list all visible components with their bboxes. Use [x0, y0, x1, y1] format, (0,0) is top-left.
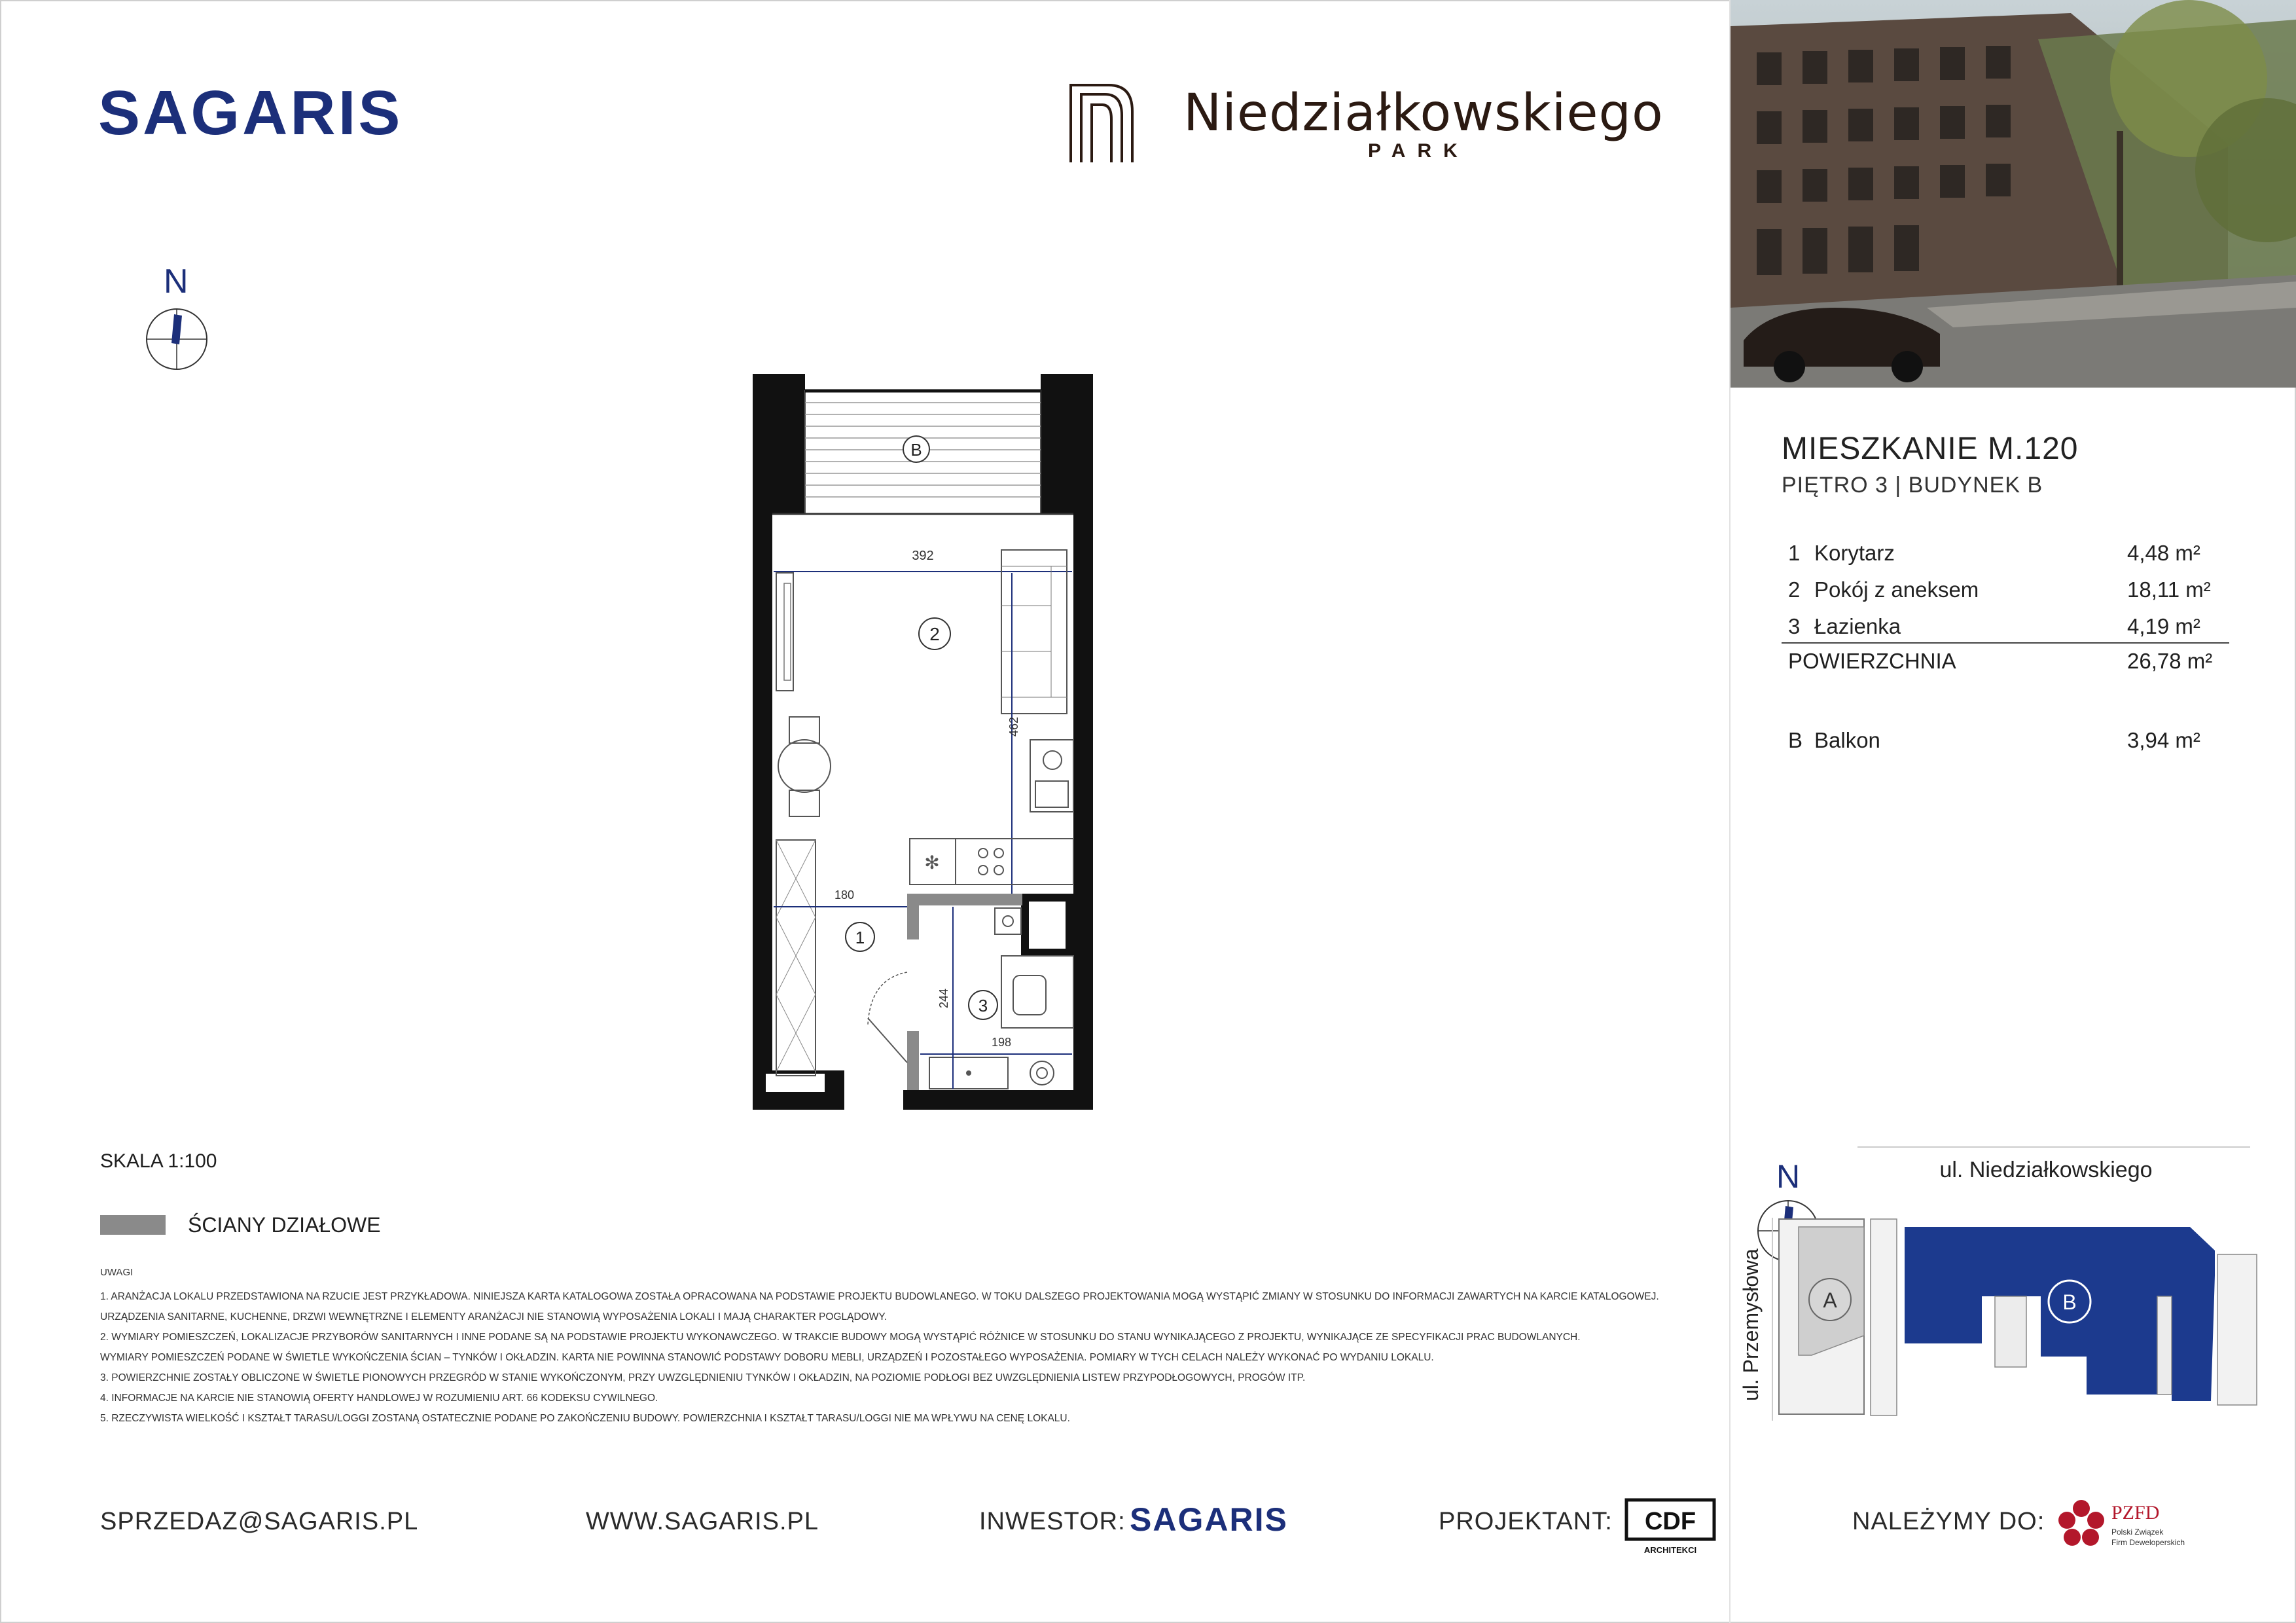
- svg-text:CDF: CDF: [1644, 1508, 1696, 1535]
- designer-label: PROJEKTANT:: [1439, 1508, 1613, 1535]
- park-logo-mark: [1066, 80, 1138, 164]
- total-area-label: POWIERZCHNIA: [1788, 649, 1956, 673]
- dimension-label: 198: [991, 1036, 1012, 1049]
- rooms-divider: [1782, 642, 2229, 644]
- room-1-label: 1: [855, 928, 865, 947]
- balcony-number: B: [1788, 728, 1803, 752]
- rooms-table: [1782, 536, 2231, 646]
- note-line: 4. INFORMACJE NA KARCIE NIE STANOWIĄ OFERTY HANDLOWEJ W ROZUMIENIU ART. 66 KODEKSU CYWILNEGO.: [100, 1393, 658, 1404]
- project-subtitle: PARK: [1368, 140, 1469, 162]
- room-2-label: 2: [929, 624, 940, 644]
- dimension-label: 244: [937, 988, 950, 1008]
- room-3-label: 3: [978, 996, 988, 1015]
- note-line: URZĄDZENIA SANITARNE, KUCHENNE, DRZWI WEWNĘTRZNE I ELEMENTY ARANŻACJI NIE STANOWIĄ WYPOSAŻENIA LOKALI I MAJĄ CHARAKTER POGLĄDOWY.: [100, 1311, 887, 1322]
- member-label: NALEŻYMY DO:: [1852, 1508, 2045, 1535]
- site-compass-label: N: [1776, 1158, 1801, 1195]
- room-area: 18,11 m²: [2127, 577, 2211, 602]
- investor-label: INWESTOR:: [979, 1508, 1126, 1535]
- svg-text:B: B: [2062, 1290, 2077, 1314]
- balcony-name: Balkon: [1814, 728, 1880, 752]
- room-name: Łazienka: [1814, 614, 1901, 638]
- site-map: [1733, 1139, 2296, 1427]
- footer-email-link[interactable]: SPRZEDAZ@SAGARIS.PL: [100, 1508, 419, 1535]
- apartment-title: MIESZKANIE M.120: [1782, 431, 2079, 466]
- pzfd-logo: [2055, 1494, 2212, 1559]
- dimension-label: 392: [912, 549, 934, 563]
- footer-website-link[interactable]: WWW.SAGARIS.PL: [586, 1508, 819, 1535]
- apartment-subtitle: PIĘTRO 3 | BUDYNEK B: [1782, 473, 2043, 498]
- partition-wall-label: ŚCIANY DZIAŁOWE: [188, 1213, 381, 1237]
- room-number: 3: [1788, 614, 1801, 638]
- room-number: 2: [1788, 577, 1801, 602]
- notes-list: [100, 1286, 1671, 1429]
- note-line: 5. RZECZYWISTA WIELKOŚĆ I KSZTAŁT TARASU/LOGGI ZOSTANĄ OSTATECZNIE PODANE PO ZAKOŃCZENIU BUDOWY. POWIERZCHNIA I KSZTAŁT TARASU/LOGGI NIE MA WPŁYWU NA CENĘ LOKALU.: [100, 1413, 1070, 1424]
- room-row: [1782, 572, 2231, 609]
- note-line: 1. ARANŻACJA LOKALU PRZEDSTAWIONA NA RZUCIE JEST PRZYKŁADOWA. NINIEJSZA KARTA KATALOGOWA ZOSTAŁA OPRACOWANA NA PODSTAWIE PROJEKTU BUDOWLANEGO. W TOKU DALSZEGO PROJEKTOWANIA MOGĄ WYSTĄPIĆ ZMIANY W STOSUNKU DO INFORMACJI ZAWARTYCH NA KARCIE KATALOGOWEJ.: [100, 1291, 1659, 1302]
- room-area: 4,48 m²: [2127, 541, 2200, 565]
- room-area: 4,19 m²: [2127, 614, 2200, 638]
- street-label-left: ul. Przemysłowa: [1739, 1249, 1763, 1401]
- svg-text:Polski Związek: Polski Związek: [2111, 1527, 2164, 1537]
- cdf-logo: [1624, 1498, 1716, 1557]
- total-area-row: [1788, 649, 2231, 674]
- svg-text:PZFD: PZFD: [2111, 1502, 2160, 1523]
- room-row: [1782, 609, 2231, 646]
- note-line: WYMIARY POMIESZCZEŃ PODANE W ŚWIETLE WYKOŃCZENIA ŚCIAN – TYNKÓW I OKŁADZIN. KARTA NIE POWINNA STANOWIĆ PODSTAWY DOBORU MEBLI, URZĄDZEŃ I POZOSTAŁEGO WYPOSAŻENIA. POMIARY W TYCH CELACH NALEŻY WYKONAĆ PO WYDANIU LOKALU.: [100, 1352, 1434, 1363]
- north-compass-icon: [145, 308, 208, 371]
- svg-text:ARCHITEKCI: ARCHITEKCI: [1643, 1545, 1697, 1555]
- sagaris-logo: SAGARIS: [98, 78, 403, 148]
- floor-plan: [740, 363, 1106, 1116]
- scale-label: SKALA 1:100: [100, 1150, 217, 1172]
- note-line: 3. POWIERZCHNIE ZOSTAŁY OBLICZONE W ŚWIETLE PIONOWYCH PRZEGRÓD W STANIE WYKOŃCZONYM, PRZY UWZGLĘDNIENIU TYNKÓW I OKŁADZIN, NA POZIOMIE PODŁOGI BEZ UWZGLĘDNIENIA LISTEW PRZYPODŁOGOWYCH, PROGÓW ITP.: [100, 1372, 1306, 1383]
- partition-wall-swatch: [100, 1215, 166, 1235]
- room-number: 1: [1788, 541, 1801, 565]
- building-b: [1871, 1219, 2257, 1415]
- investor-logo: SAGARIS: [1130, 1501, 1288, 1538]
- note-line: 2. WYMIARY POMIESZCZEŃ, LOKALIZACJE PRZYBORÓW SANITARNYCH I INNE PODANE SĄ NA PODSTAWIE PROJEKTU WYKONAWCZEGO. W TRAKCIE BUDOWY MOGĄ WYSTĄPIĆ RÓŻNICE W STOSUNKU DO STANU WYNIKAJĄCEGO Z PROJEKTU, WYNIKAJĄCE ZE SPECYFIKACJI PRAC BUDOWLANYCH.: [100, 1332, 1581, 1343]
- svg-text:✻: ✻: [924, 852, 940, 873]
- balcony-label: B: [910, 440, 922, 460]
- pzfd-flower-icon: [2058, 1500, 2104, 1546]
- dimension-label: 462: [1007, 716, 1020, 737]
- svg-text:A: A: [1823, 1288, 1837, 1312]
- project-name: Niedziałkowskiego: [1183, 84, 1664, 143]
- dimension-label: 180: [834, 888, 855, 902]
- building-a: [1779, 1219, 1864, 1414]
- room-row: [1782, 536, 2231, 572]
- total-area-value: 26,78 m²: [2127, 649, 2213, 673]
- room-name: Korytarz: [1814, 541, 1895, 565]
- building-photo: [1731, 0, 2296, 388]
- compass-label: N: [164, 263, 188, 301]
- room-name: Pokój z aneksem: [1814, 577, 1979, 602]
- notes-title: UWAGI: [100, 1267, 134, 1278]
- svg-text:Firm Deweloperskich: Firm Deweloperskich: [2111, 1538, 2185, 1547]
- balcony-area: 3,94 m²: [2127, 728, 2200, 752]
- street-label-top: ul. Niedziałkowskiego: [1939, 1158, 2153, 1182]
